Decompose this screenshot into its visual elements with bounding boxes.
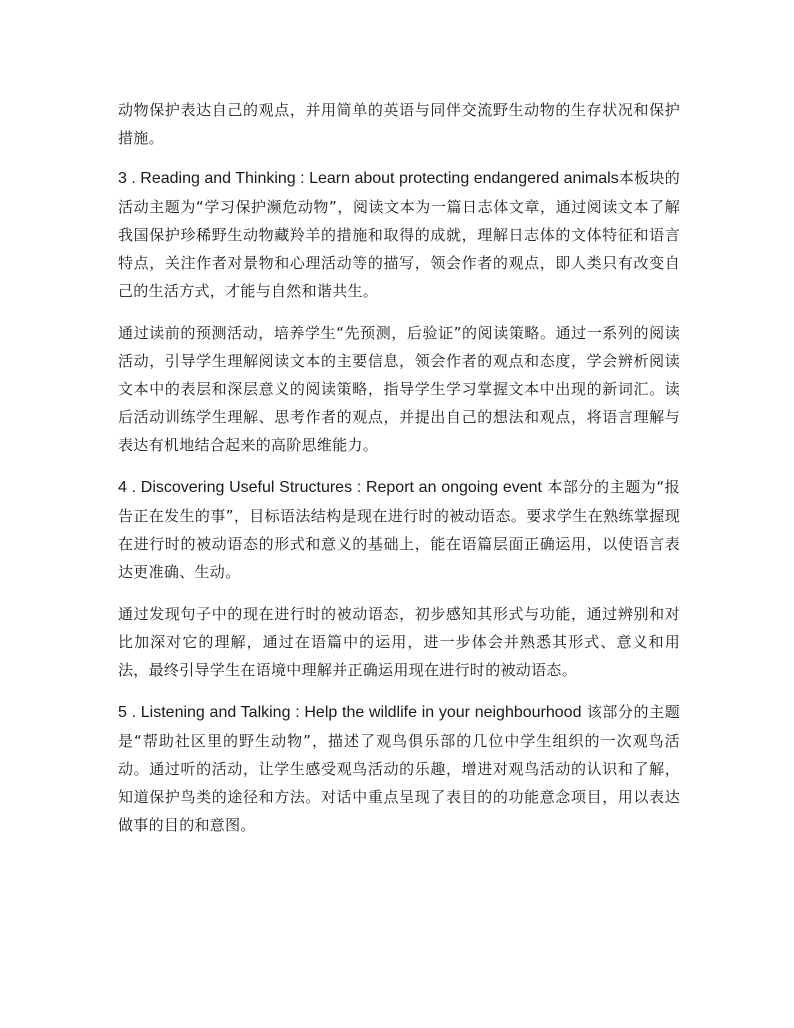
paragraph-text: 本板块的活动主题为“学习保护濒危动物”，阅读文本为一篇日志体文章，通过阅读文本了解我国保护珍稀野生动物藏羚羊的措施和取得的成就，理解日志体的文体特征和语言特点，关注作者对景物和心理活动等的描写，领会作者的观点，即人类只有改变自己的生活方式，才能与自然和谐共生。 [118,169,681,300]
paragraph-text: 该部分的主题是“帮助社区里的野生动物”，描述了观鸟俱乐部的几位中学生组织的一次观鸟活动。通过听的活动，让学生感受观鸟活动的乐趣，增进对观鸟活动的认识和了解，知道保护鸟类的途径和方法。对话中重点呈现了表目的的功能意念项目，用以表达做事的目的和意图。 [118,703,681,834]
paragraph-listening-talking [118,698,680,839]
paragraph-reading-thinking [118,164,680,305]
paragraph-useful-structures [118,473,680,586]
paragraph-text: 通过发现句子中的现在进行时的被动语态，初步感知其形式与功能，通过辨别和对比加深对它的理解，通过在语篇中的运用，进一步体会并熟悉其形式、意义和用法，最终引导学生在语境中理解并正确运用现在进行时的被动语态。 [118,605,680,679]
paragraph-grammar-approach [118,600,680,684]
paragraph-text: 通过读前的预测活动，培养学生“先预测，后验证”的阅读策略。通过一系列的阅读活动，引导学生理解阅读文本的主要信息，领会作者的观点和态度，学会辨析阅读文本中的表层和深层意义的阅读策略，指导学生学习掌握文本中出现的新词汇。读后活动训练学生理解、思考作者的观点，并提出自己的想法和观点，将语言理解与表达有机地结合起来的高阶思维能力。 [118,324,680,454]
section-heading: 4 . Discovering Useful Structures : Report an ongoing event [118,479,542,496]
document-page [118,96,680,853]
paragraph-intro [118,96,680,152]
section-heading: 3 . Reading and Thinking : Learn about protecting endangered animals [118,170,619,187]
section-heading: 5 . Listening and Talking : Help the wildlife in your neighbourhood [118,704,582,721]
paragraph-text: 本部分的主题为“报告正在发生的事”，目标语法结构是现在进行时的被动语态。要求学生在熟练掌握现在进行时的被动语态的形式和意义的基础上，能在语篇层面正确运用，以使语言表达更准确、生动。 [118,478,680,581]
paragraph-reading-strategy [118,319,680,459]
paragraph-text: 动物保护表达自己的观点，并用简单的英语与同伴交流野生动物的生存状况和保护措施。 [118,101,680,147]
